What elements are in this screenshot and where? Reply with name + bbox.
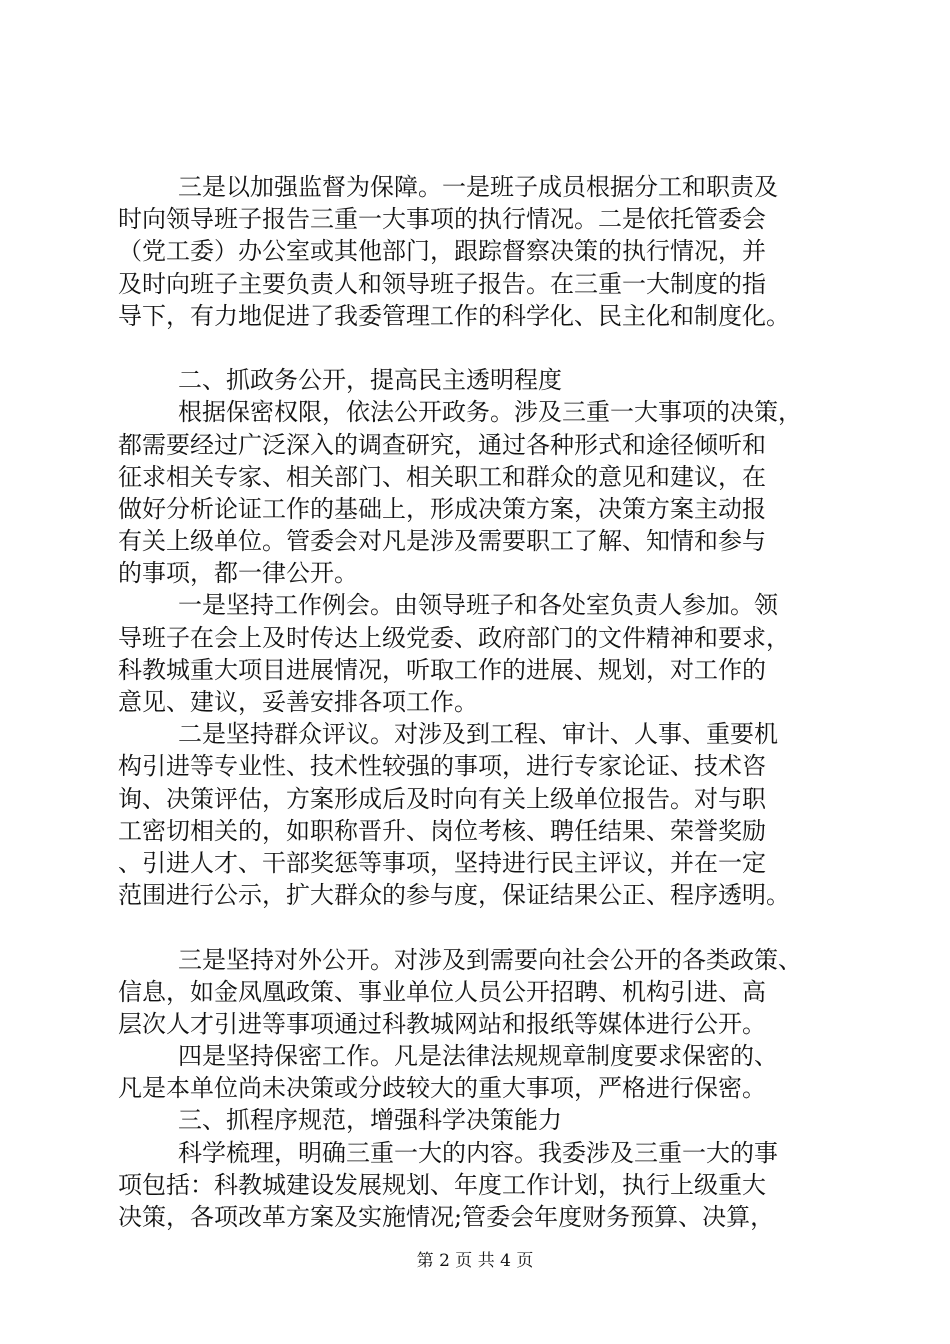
paragraph-supervision-line: （党工委）办公室或其他部门，跟踪督察决策的执行情况，并 [118,237,766,266]
paragraph-secrecy-line: 四是坚持保密工作。凡是法律法规规章制度要求保密的、 [178,1042,778,1071]
paragraph-public-line: 三是坚持对外公开。对涉及到需要向社会公开的各类政策、 [178,945,802,974]
paragraph-secrecy-line: 凡是本单位尚未决策或分歧较大的重大事项，严格进行保密。 [118,1074,766,1103]
paragraph-scope-line: 项包括：科教城建设发展规划、年度工作计划，执行上级重大 [118,1170,766,1199]
paragraph-review-line: 构引进等专业性、技术性较强的事项，进行专家论证、技术咨 [118,752,766,781]
paragraph-public-line: 层次人才引进等事项通过科教城网站和报纸等媒体进行公开。 [118,1009,766,1038]
document-body [118,171,858,1233]
paragraph-scope-line: 科学梳理，明确三重一大的内容。我委涉及三重一大的事 [178,1138,778,1167]
paragraph-openness-line: 做好分析论证工作的基础上，形成决策方案，决策方案主动报 [118,494,766,523]
paragraph-openness-line: 征求相关专家、相关部门、相关职工和群众的意见和建议，在 [118,462,766,491]
paragraph-meeting-line: 科教城重大项目进展情况，听取工作的进展、规划，对工作的 [118,655,766,684]
paragraph-supervision-line: 三是以加强监督为保障。一是班子成员根据分工和职责及 [178,173,778,201]
paragraph-supervision-line: 时向领导班子报告三重一大事项的执行情况。二是依托管委会 [118,205,766,234]
paragraph-supervision-line: 及时向班子主要负责人和领导班子报告。在三重一大制度的指 [118,269,766,298]
paragraph-openness-line: 的事项，都一律公开。 [118,559,358,588]
paragraph-meeting-line: 意见、建议，妥善安排各项工作。 [118,688,478,716]
paragraph-openness-line: 有关上级单位。管委会对凡是涉及需要职工了解、知情和参与 [118,527,766,556]
paragraph-meeting-line: 导班子在会上及时传达上级党委、政府部门的文件精神和要求， [118,623,790,652]
paragraph-review-line: 工密切相关的，如职称晋升、岗位考核、聘任结果、荣誉奖励 [118,816,766,845]
paragraph-openness-line: 根据保密权限，依法公开政务。涉及三重一大事项的决策， [178,398,802,427]
section-heading-3: 三、抓程序规范，增强科学决策能力 [178,1106,562,1135]
paragraph-scope-line: 决策，各项改革方案及实施情况;管委会年度财务预算、决算， [118,1203,775,1231]
blank-line [118,332,858,364]
paragraph-meeting-line: 一是坚持工作例会。由领导班子和各处室负责人参加。领 [178,591,778,620]
page-footer [0,1246,950,1271]
page-number-label: 第 2 页 共 4 页 [416,1251,534,1271]
paragraph-public-line: 信息，如金凤凰政策、事业单位人员公开招聘、机构引进、高 [118,977,766,1006]
paragraph-review-line: 询、决策评估，方案形成后及时向有关上级单位报告。对与职 [118,784,766,813]
paragraph-openness-line: 都需要经过广泛深入的调查研究，通过各种形式和途径倾听和 [118,430,766,459]
blank-line [118,911,858,943]
paragraph-review-line: 二是坚持群众评议。对涉及到工程、审计、人事、重要机 [178,720,778,749]
paragraph-review-line: 范围进行公示，扩大群众的参与度，保证结果公正、程序透明。 [118,881,790,910]
paragraph-review-line: 、引进人才、干部奖惩等事项，坚持进行民主评议，并在一定 [118,848,766,877]
section-heading-2: 二、抓政务公开，提高民主透明程度 [178,366,562,395]
paragraph-supervision-line: 导下，有力地促进了我委管理工作的科学化、民主化和制度化。 [118,301,790,330]
